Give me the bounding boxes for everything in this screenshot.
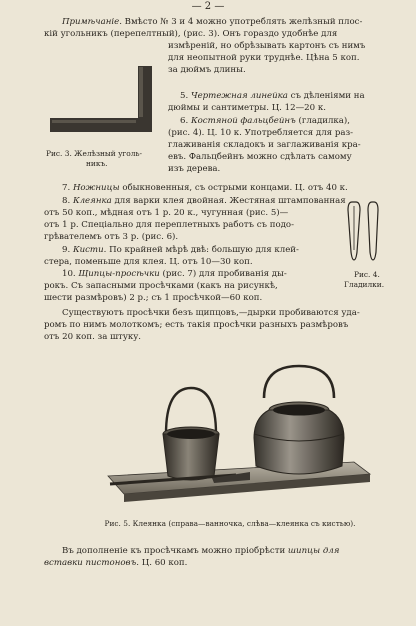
- item-10-line-1: 10. Щипцы-просѣчки (рис. 7) для пробиванія ды-: [62, 269, 287, 279]
- item-9-line-1: 9. Кисти. По крайней мѣрѣ двѣ: большую для клей-: [62, 245, 299, 255]
- final-line-2: вставки пистоновъ. Ц. 60 коп.: [44, 558, 188, 568]
- final-italic-2: вставки пистоновъ.: [44, 558, 139, 568]
- item-8-line-3: отъ 1 р. Спеціально для переплетныхъ работъ съ подо-: [44, 220, 295, 230]
- item-5-line-1: 5. Чертежная линейка съ дѣленіями на: [180, 91, 365, 101]
- item-8-line-4: грѣвателемъ отъ 3 р. (рис. 6).: [44, 232, 179, 242]
- page-number: — 2 —: [191, 1, 225, 12]
- note-line-1: Примѣчаніе. Вмѣсто № 3 и 4 можно употреблять желѣзный плос-: [62, 17, 363, 27]
- item-5-line-2: дюймы и сантиметры. Ц. 12—20 к.: [168, 103, 326, 113]
- item-10-line-3: шести размѣровъ) 2 р.; съ 1 просѣчкой—60 коп.: [44, 293, 263, 303]
- figure-5-caption: Рис. 5. Клеянка (справа—ванночка, слѣва—клеянка съ кистью).: [104, 519, 356, 528]
- item-10-name: Щипцы-просѣчки: [78, 269, 160, 279]
- note-line-3: измѣреній, но обрѣзывать картонъ съ нимъ: [168, 41, 366, 51]
- punches-line-1: Существуютъ просѣчки безъ щипцовъ,—дырки пробиваются уда-: [62, 308, 360, 318]
- item-7-name: Ножницы: [72, 183, 120, 193]
- item-6-line-3: глаживанія складокъ и заглаживанія кра-: [168, 140, 361, 150]
- item-9-name: Кисти.: [72, 245, 107, 255]
- item-6-line-4: евъ. Фальцбейнъ можно сдѣлать самому: [168, 152, 352, 162]
- item-10-line-2: рокъ. Съ запасными просѣчками (какъ на рисункѣ,: [44, 281, 278, 291]
- punches-line-2: ромъ по нимъ молоткомъ; есть такія просѣчки разныхъ размѣровъ: [44, 320, 349, 330]
- item-6-line-2: (рис. 4). Ц. 10 к. Употребляется для раз-: [168, 128, 354, 138]
- punches-line-3: отъ 20 коп. за штуку.: [44, 332, 142, 342]
- item-6-line-5: изъ дерева.: [168, 164, 221, 174]
- item-8-line-2: отъ 50 коп., мѣдная отъ 1 р. 20 к., чугунная (рис. 5)—: [44, 208, 289, 218]
- item-6-line-1: 6. Костяной фальцбейнъ (гладилка),: [180, 116, 351, 126]
- figure-5-glue-pots: [104, 358, 374, 508]
- final-italic-1: шипцы для: [287, 546, 340, 556]
- figure-3-caption: Рис. 3. Желѣзный уголь- никъ.: [46, 149, 142, 168]
- item-7: 7. Ножницы обыкновенныя, съ острыми концами. Ц. отъ 40 к.: [62, 183, 348, 193]
- item-8-line-1: 8. Клеянка для варки клея двойная. Жестяная штампованная: [62, 196, 346, 206]
- note-line-4: для неопытной руки труднѣе. Цѣна 5 коп.: [168, 53, 360, 63]
- note-line-2: кій угольникъ (перепелтный), (рис. 3). Онъ гораздо удобнѣе для: [44, 29, 338, 39]
- figure-3-iron-square: [44, 62, 164, 142]
- figure-4-bone-folders: [344, 200, 384, 270]
- figure-4-caption: Рис. 4. Гладилки.: [344, 270, 385, 289]
- item-9-line-2: стера, поменьше для клея. Ц. отъ 10—30 коп.: [44, 257, 253, 267]
- item-5-name: Чертежная линейка: [190, 91, 288, 101]
- item-8-name: Клеянка: [72, 196, 112, 206]
- item-6-name: Костяной фальцбейнъ: [190, 116, 296, 126]
- note-line-5: за дюймъ длины.: [168, 65, 246, 75]
- kettle-handle: [264, 366, 334, 398]
- note-label: Примѣчаніе.: [62, 17, 122, 27]
- final-line-1: Въ дополненіе къ просѣчкамъ можно пріобрѣсти шипцы для: [62, 546, 340, 556]
